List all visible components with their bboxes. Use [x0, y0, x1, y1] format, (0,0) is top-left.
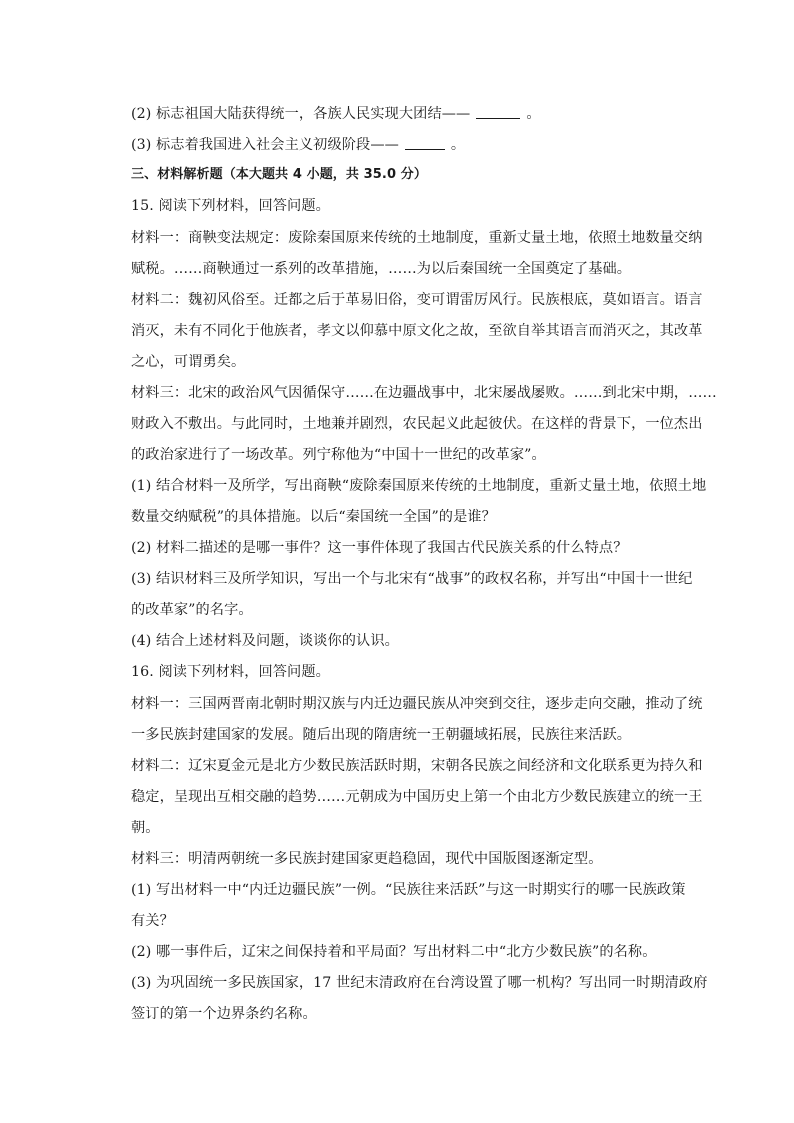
q15-material-2-line: 之心，可谓勇矣。: [131, 354, 246, 370]
q15-material-2-line: 消灭，未有不同化于他族者，孝文以仰慕中原文化之故，至欲自举其语言而消灭之，其改革: [131, 323, 703, 339]
q15-material-3-line: 的政治家进行了一场改革。列宁称他为“中国十一世纪的改革家”。: [131, 447, 546, 463]
fill-in-question-2: (2) 标志祖国大陆获得统一，各族人民实现大团结—— 。: [131, 106, 541, 122]
answer-blank[interactable]: [476, 104, 520, 119]
q16-material-2-line: 材料二：辽宋夏金元是北方少数民族活跃时期，宋朝各民族之间经济和文化联系更为持久和: [131, 758, 703, 774]
q16-material-2-line: 稳定，呈现出互相交融的趋势……元朝成为中国历史上第一个由北方少数民族建立的统一王: [131, 789, 703, 805]
q15-sub-question-1: (1) 结合材料一及所学，写出商鞅“废除秦国原来传统的土地制度，重新丈量土地，依照土地: [131, 478, 707, 494]
question-16-intro: 16. 阅读下列材料，回答问题。: [131, 664, 330, 680]
q15-sub-question-3: 的改革家”的名字。: [131, 602, 253, 618]
q15-sub-question-1: 数量交纳赋税”的具体措施。以后“秦国统一全国”的是谁？: [131, 509, 496, 525]
q16-material-1-line: 材料一：三国两晋南北朝时期汉族与内迁边疆民族从冲突到交往，逐步走向交融，推动了统: [131, 696, 703, 712]
q15-material-1-line: 赋税。……商鞅通过一系列的改革措施，……为以后秦国统一全国奠定了基础。: [131, 261, 632, 277]
q15-sub-question-4: (4) 结合上述材料及问题，谈谈你的认识。: [131, 633, 399, 649]
q15-sub-question-3: (3) 结识材料三及所学知识，写出一个与北宋有“战事”的政权名称，并写出“中国十一世纪: [131, 571, 693, 587]
q16-sub-question-3: 签订的第一个边界条约名称。: [131, 1006, 317, 1022]
q16-material-1-line: 一多民族封建国家的发展。随后出现的隋唐统一王朝疆域拓展，民族往来活跃。: [131, 727, 632, 743]
q16-material-2-line: 朝。: [131, 820, 160, 836]
question-15-intro: 15. 阅读下列材料，回答问题。: [131, 198, 330, 214]
section-heading: 三、材料解析题（本大题共 4 小题，共 35.0 分）: [131, 167, 427, 182]
q15-sub-question-2: (2) 材料二描述的是哪一事件？这一事件体现了我国古代民族关系的什么特点？: [131, 540, 628, 556]
q16-sub-question-2: (2) 哪一事件后，辽宋之间保持着和平局面？写出材料二中“北方少数民族”的名称。: [131, 944, 657, 960]
q15-material-2-line: 材料二：魏初风俗至。迁都之后于革易旧俗，变可谓雷厉风行。民族根底，莫如语言。语言: [131, 292, 703, 308]
fill-in-question-3: (3) 标志着我国进入社会主义初级阶段—— 。: [131, 137, 466, 153]
q16-sub-question-1: (1) 写出材料一中“内迁边疆民族”一例。“民族往来活跃”与这一时期实行的哪一民族政策: [131, 882, 686, 898]
q16-sub-question-3: (3) 为巩固统一多民族国家，17 世纪末清政府在台湾设置了哪一机构？写出同一时期清政府: [131, 975, 708, 991]
q15-material-3-line: 材料三：北宋的政治风气因循保守……在边疆战事中，北宋屡战屡败。……到北宋中期，……: [131, 385, 717, 401]
q15-material-3-line: 财政入不敷出。与此同时，土地兼并剧烈，农民起义此起彼伏。在这样的背景下，一位杰出: [131, 416, 703, 432]
answer-blank[interactable]: [405, 135, 445, 150]
q16-material-3-line: 材料三：明清两朝统一多民族封建国家更趋稳固，现代中国版图逐渐定型。: [131, 851, 603, 867]
q15-material-1-line: 材料一：商鞅变法规定：废除秦国原来传统的土地制度，重新丈量土地，依照土地数量交纳: [131, 230, 703, 246]
q16-sub-question-1: 有关？: [131, 913, 174, 929]
